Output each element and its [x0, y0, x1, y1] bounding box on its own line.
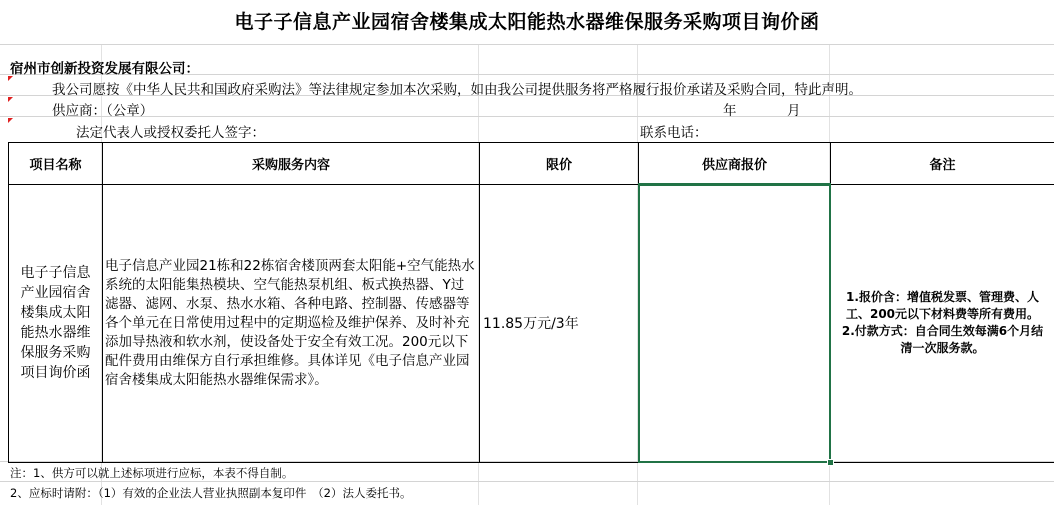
cell-remarks[interactable]	[831, 184, 1054, 463]
month-label[interactable]: 月	[787, 103, 801, 119]
remarks-line-2: 2.付款方式：自合同生效每满6个月结清一次服务款。	[841, 324, 1044, 356]
active-cell-selection	[638, 184, 831, 463]
cell-supplier-bid[interactable]	[639, 184, 831, 463]
comment-indicator	[8, 118, 13, 123]
quote-table	[8, 142, 1054, 463]
header-service-content[interactable]: 采购服务内容	[103, 143, 480, 185]
signature-label[interactable]: 法定代表人或授权委托人签字：	[76, 125, 265, 141]
gridline	[0, 481, 1054, 482]
table-row	[9, 184, 1054, 463]
fill-handle[interactable]	[827, 459, 834, 466]
header-price-limit[interactable]: 限价	[480, 143, 639, 185]
addressee[interactable]: 宿州市创新投资发展有限公司：	[10, 61, 199, 77]
table-header-row	[9, 143, 1054, 185]
comment-indicator	[8, 97, 13, 102]
remarks-line-1: 1.报价含：增值税发票、管理费、人工、200元以下材料费等所有费用。	[845, 290, 1040, 322]
note-2[interactable]: 2、应标时请附：（1）有效的企业法人营业执照副本复印件 （2）法人委托书。	[10, 486, 412, 500]
page-title[interactable]: 电子子信息产业园宿舍楼集成太阳能热水器维保服务采购项目询价函	[0, 0, 1054, 45]
year-label[interactable]: 年	[723, 103, 737, 119]
phone-label[interactable]: 联系电话：	[640, 125, 708, 141]
header-supplier-bid[interactable]: 供应商报价	[639, 143, 831, 185]
cell-service-content[interactable]: 电子信息产业园21栋和22栋宿舍楼顶两套太阳能+空气能热水系统的太阳能集热模块、空气能热泵机组、板式换热器、Y过滤器、滤网、水泵、热水水箱、各种电路、控制器、传感器等各个单元在日常使用过程中的定期巡检及维护保养、及时补充添加导热液和软水剂，使设备处于安全有效工况。200元以下配件费用由维保方自行承担维修。具体详见《电子信息产业园宿舍楼集成太阳能热水器维保需求》。	[103, 184, 480, 463]
header-project-name[interactable]: 项目名称	[9, 143, 103, 185]
gridline	[0, 116, 1054, 117]
declaration-text[interactable]: 我公司愿按《中华人民共和国政府采购法》等法律规定参加本次采购，如由我公司提供服务将严格履行报价承诺及采购合同，特此声明。	[52, 82, 862, 98]
comment-indicator	[8, 76, 13, 81]
supplier-label[interactable]: 供应商：（公章）	[52, 103, 154, 119]
cell-price-limit[interactable]: 11.85万元/3年	[480, 184, 639, 463]
header-remarks[interactable]: 备注	[831, 143, 1054, 185]
note-1[interactable]: 注：1、供方可以就上述标项进行应标，本表不得自制。	[10, 466, 294, 480]
cell-project-name[interactable]: 电子子信息产业园宿舍楼集成太阳能热水器维保服务采购项目询价函	[9, 184, 103, 463]
